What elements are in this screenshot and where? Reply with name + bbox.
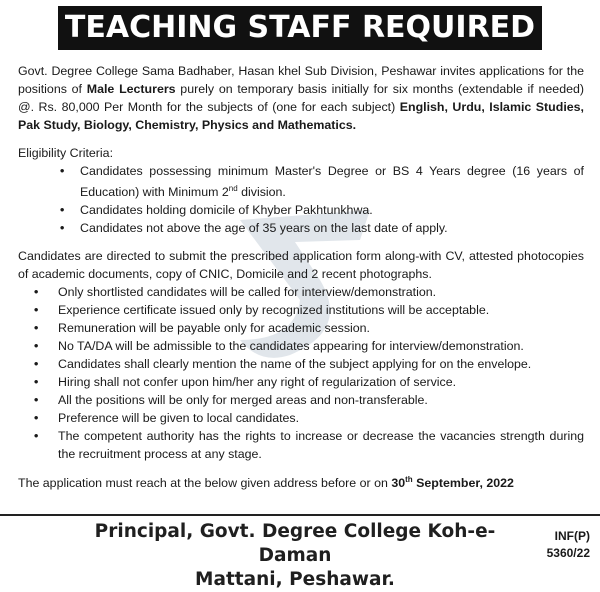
- footer: [0, 514, 600, 590]
- list-item: • All the positions will be only for merged areas and non-transferable.: [34, 393, 428, 408]
- eligibility-heading: Eligibility Criteria:: [18, 146, 114, 160]
- address-block: [60, 520, 530, 592]
- bullet-icon: •: [60, 203, 65, 218]
- bullet-icon: •: [34, 285, 39, 300]
- bullet-icon: •: [60, 164, 65, 178]
- directions-paragraph: Candidates are directed to submit the prescribed application form along-with CV, attested photocopies of academic documents, copy of CNIC, Domicile and 2 recent photographs.: [18, 249, 584, 282]
- list-item: • Candidates possessing minimum Master's Degree or BS 4 Years degree (16 years of Education) with Minimum 2nd division.: [60, 164, 584, 200]
- bullet-icon: •: [34, 321, 39, 336]
- list-item: • Only shortlisted candidates will be called for interview/demonstration.: [34, 285, 437, 300]
- list-item: • No TA/DA will be admissible to the candidates appearing for interview/demonstration.: [34, 339, 524, 354]
- list-item: • Experience certificate issued only by recognized institutions will be acceptable.: [34, 303, 490, 318]
- bullet-icon: •: [34, 303, 39, 318]
- bullet-icon: •: [34, 393, 39, 408]
- bullet-icon: •: [60, 221, 65, 236]
- closing-line: The application must reach at the below given address before or on 30th September, 2022: [18, 475, 514, 491]
- list-item: • Candidates holding domicile of Khyber Pakhtunkhwa.: [60, 203, 373, 218]
- list-item: • Remuneration will be payable only for academic session.: [34, 321, 370, 336]
- eligibility-list: [18, 162, 584, 237]
- list-item: • Preference will be given to local candidates.: [34, 411, 300, 426]
- bullet-icon: •: [34, 429, 39, 444]
- bullet-icon: •: [34, 375, 39, 390]
- bullet-icon: •: [34, 339, 39, 354]
- list-item: • Hiring shall not confer upon him/her any right of regularization of service.: [34, 375, 457, 390]
- advertisement-body: [18, 62, 584, 492]
- bullet-icon: •: [34, 357, 39, 372]
- list-item: • Candidates not above the age of 35 years on the last date of apply.: [60, 221, 448, 236]
- list-item: • The competent authority has the rights to increase or decrease the vacancies strength during the recruitment process at any stage.: [34, 429, 584, 462]
- intro-paragraph: Govt. Degree College Sama Badhaber, Hasan khel Sub Division, Peshawar invites applications for the positions of Male Lecturers purely on temporary basis initially for six months (extendable if needed) @. Rs. 80,000 Per Month for the subjects of (one for each subject) English, Urdu, Islamic Studies, Pak Study, Biology, Chemistry, Physics and Mathematics.: [18, 64, 584, 132]
- conditions-list: [18, 283, 584, 463]
- bullet-icon: •: [34, 411, 39, 426]
- address-line: Principal, Govt. Degree College Koh-e-Daman: [94, 521, 496, 566]
- reference-number: INF(P) 5360/22: [546, 529, 590, 560]
- page-title: TEACHING STAFF REQUIRED: [58, 6, 542, 50]
- address-line: Mattani, Peshawar.: [195, 569, 395, 590]
- list-item: • Candidates shall clearly mention the name of the subject applying for on the envelope.: [34, 357, 532, 372]
